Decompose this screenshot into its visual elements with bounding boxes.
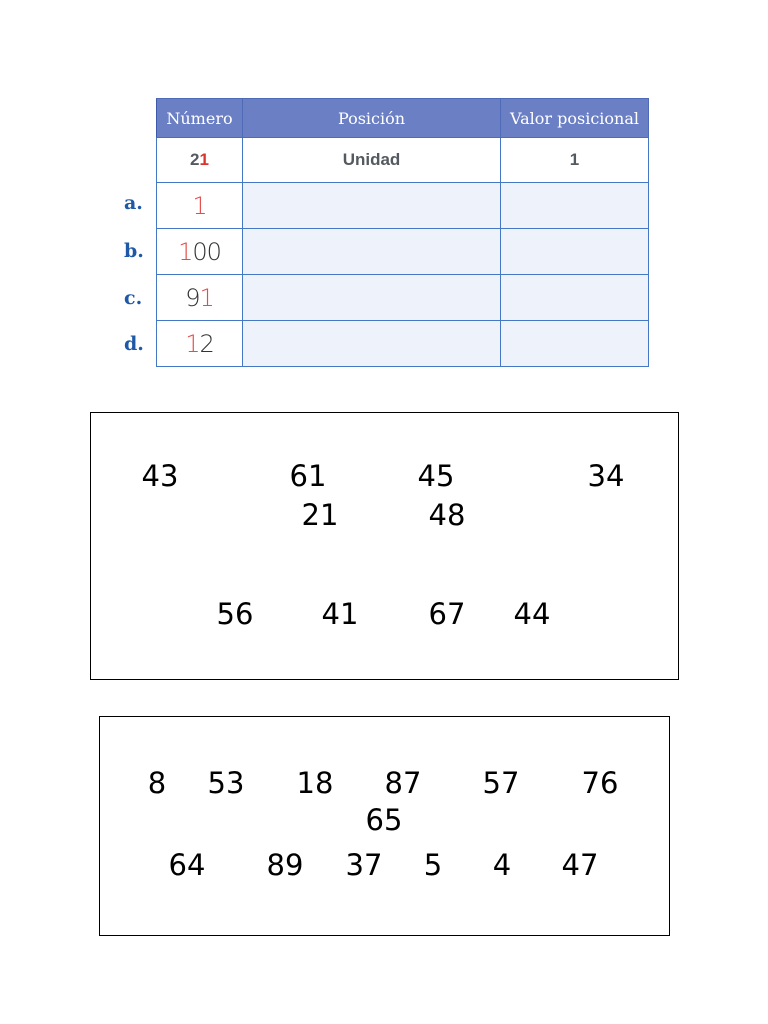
value-input-b[interactable]: [501, 229, 649, 275]
box1-number: 43: [141, 459, 179, 493]
number-cell-a: [157, 183, 243, 229]
box1-number: 41: [321, 597, 359, 631]
number-b-rest: 00: [192, 237, 221, 266]
number-cell-d: [157, 321, 243, 367]
number-box-1: [90, 412, 679, 680]
example-row: [157, 138, 649, 183]
value-input-c[interactable]: [501, 275, 649, 321]
box1-number: 48: [428, 498, 466, 532]
example-value: 1: [501, 138, 649, 183]
number-c-red-digit: 1: [199, 283, 214, 312]
value-input-d[interactable]: [501, 321, 649, 367]
number-b-red-digit: 1: [178, 237, 193, 266]
example-number-tens: 2: [190, 150, 200, 169]
box1-number: 44: [513, 597, 551, 631]
box2-number: 37: [345, 848, 383, 882]
example-position: Unidad: [243, 138, 501, 183]
box1-number: 34: [587, 459, 625, 493]
row-label-b: b.: [124, 240, 144, 262]
box1-number: 56: [216, 597, 254, 631]
box1-number: 21: [301, 498, 339, 532]
box2-number: 8: [147, 766, 167, 800]
number-c-tens: 9: [185, 283, 200, 312]
header-numero: Número: [157, 99, 243, 138]
position-input-d[interactable]: [243, 321, 501, 367]
header-valor-posicional: Valor posicional: [501, 99, 649, 138]
box2-number: 18: [296, 766, 334, 800]
table-header-row: [157, 99, 649, 138]
number-box-2: [99, 716, 670, 936]
box2-number: 57: [482, 766, 520, 800]
place-value-table: [156, 98, 649, 367]
position-input-c[interactable]: [243, 275, 501, 321]
table-row-b: [157, 229, 649, 275]
box2-number: 64: [168, 848, 206, 882]
box2-number: 53: [207, 766, 245, 800]
number-a-red-digit: 1: [192, 191, 207, 220]
value-input-a[interactable]: [501, 183, 649, 229]
box2-number: 4: [492, 848, 512, 882]
position-input-a[interactable]: [243, 183, 501, 229]
table-row-a: [157, 183, 649, 229]
number-cell-b: [157, 229, 243, 275]
box2-number: 76: [581, 766, 619, 800]
box2-number: 5: [423, 848, 443, 882]
box1-number: 61: [289, 459, 327, 493]
example-number: [157, 138, 243, 183]
box1-number: 45: [417, 459, 455, 493]
table-row-d: [157, 321, 649, 367]
number-cell-c: [157, 275, 243, 321]
row-label-a: a.: [124, 192, 143, 214]
box1-number: 67: [428, 597, 466, 631]
box2-number: 89: [266, 848, 304, 882]
table-row-c: [157, 275, 649, 321]
row-label-d: d.: [124, 333, 144, 355]
box2-number: 65: [365, 803, 403, 837]
row-label-c: c.: [124, 287, 143, 309]
header-posicion: Posición: [243, 99, 501, 138]
number-d-red-digit: 1: [185, 329, 200, 358]
position-input-b[interactable]: [243, 229, 501, 275]
number-d-units: 2: [199, 329, 214, 358]
box2-number: 87: [384, 766, 422, 800]
example-number-units: 1: [199, 150, 209, 169]
box2-number: 47: [561, 848, 599, 882]
